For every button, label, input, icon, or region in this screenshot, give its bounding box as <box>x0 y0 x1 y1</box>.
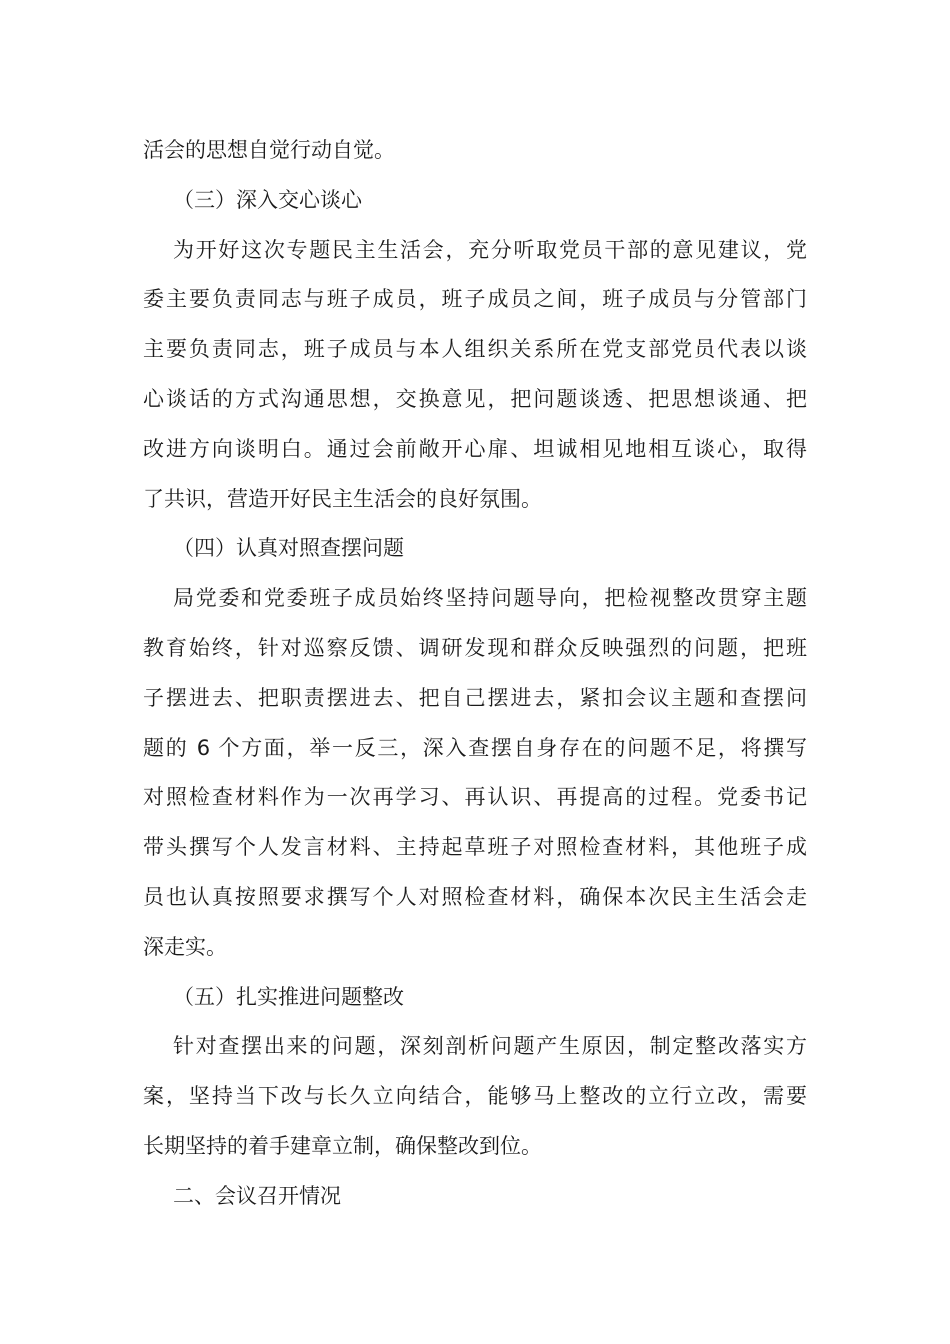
paragraph-line: 带头撰写个人发言材料、主持起草班子对照检查材料，其他班子成 <box>143 835 807 860</box>
paragraph-line: 改进方向谈明白。通过会前敞开心扉、坦诚相见地相互谈心，取得 <box>143 436 807 461</box>
paragraph-line: 对照检查材料作为一次再学习、再认识、再提高的过程。党委书记 <box>143 785 807 810</box>
paragraph-line: 长期坚持的着手建章立制，确保整改到位。 <box>143 1133 542 1158</box>
section-heading-meeting-status: 二、会议召开情况 <box>173 1183 341 1208</box>
paragraph-line: 教育始终，针对巡察反馈、调研发现和群众反映强烈的问题，把班 <box>143 635 807 660</box>
paragraph-line: 主要负责同志，班子成员与本人组织关系所在党支部党员代表以谈 <box>143 337 807 362</box>
paragraph-line: 针对查摆出来的问题，深刻剖析问题产生原因，制定整改落实方 <box>173 1034 807 1059</box>
paragraph-continuation-line: 活会的思想自觉行动自觉。 <box>143 138 395 162</box>
paragraph-line: 为开好这次专题民主生活会，充分听取党员干部的意见建议，党 <box>173 237 807 262</box>
heading-rectification: （五）扎实推进问题整改 <box>173 984 404 1009</box>
heading-check-problems: （四）认真对照查摆问题 <box>173 536 404 561</box>
paragraph-line: 心谈话的方式沟通思想，交换意见，把问题谈透、把思想谈通、把 <box>143 386 807 411</box>
document-body <box>143 126 807 1222</box>
paragraph-line: 案，坚持当下改与长久立向结合，能够马上整改的立行立改，需要 <box>143 1084 807 1109</box>
heading-deepen-heart-to-heart-talks: （三）深入交心谈心 <box>173 187 362 212</box>
paragraph-line: 局党委和党委班子成员始终坚持问题导向，把检视整改贯穿主题 <box>173 586 807 611</box>
paragraph-line: 了共识，营造开好民主生活会的良好氛围。 <box>143 486 542 511</box>
paragraph-line: 委主要负责同志与班子成员，班子成员之间，班子成员与分管部门 <box>143 287 807 312</box>
paragraph-line: 题的 6 个方面，举一反三，深入查摆自身存在的问题不足，将撰写 <box>143 735 807 760</box>
paragraph-line: 子摆进去、把职责摆进去、把自己摆进去，紧扣会议主题和查摆问 <box>143 685 807 710</box>
paragraph-line: 员也认真按照要求撰写个人对照检查材料，确保本次民主生活会走 <box>143 884 807 909</box>
paragraph-line: 深走实。 <box>143 934 227 959</box>
